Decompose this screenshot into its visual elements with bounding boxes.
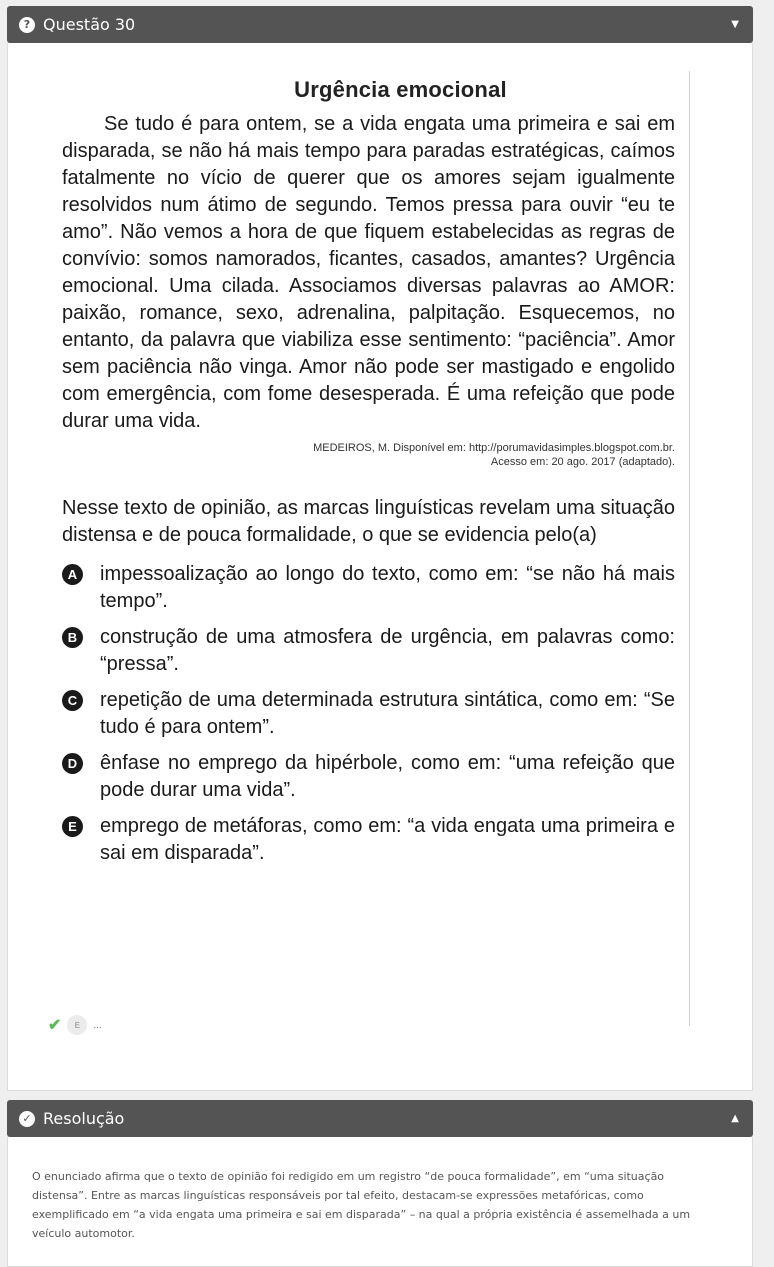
option-letter: D	[62, 753, 83, 774]
option-b[interactable]	[62, 624, 675, 678]
passage-text: Se tudo é para ontem, se a vida engata uma primeira e sai em disparada, se não há mais tempo para paradas estratégicas, caímos fatalmente no vício de querer que os amores sejam igualmente resolvidos num átimo de segundo. Temos pressa para ouvir “eu te amo”. Não vemos a hora de que fiquem estabelecidas as regras de convívio: somos namorados, ficantes, casados, amantes? Urgência emocional. Uma cilada. Associamos diversas palavras ao AMOR: paixão, romance, sexo, adrenalina, palpitação. Esquecemos, no entanto, da palavra que viabiliza esse sentimento: “paciência”. Amor sem paciência não vinga. Amor não pode ser mastigado e engolido com emergência, com fome desesperada. É uma refeição que pode durar uma vida.	[62, 113, 675, 432]
caret-down-icon[interactable]: ▼	[731, 19, 739, 30]
resolution-text: O enunciado afirma que o texto de opinião foi redigido em um registro “de pouca formalidade”, em “uma situação distensa”. Entre as marcas linguísticas responsáveis por tal efeito, destacam-se expressões metafóricas, como exemplificado em “a vida engata uma primeira e sai em disparada” – na qual a própria existência é assemelhada a um veículo automotor.	[32, 1170, 691, 1240]
option-letter: B	[62, 627, 83, 648]
option-e[interactable]	[62, 813, 675, 867]
option-text: construção de uma atmosfera de urgência, em palavras como: “pressa”.	[100, 626, 675, 675]
answer-status-row	[48, 1015, 102, 1035]
option-text: emprego de metáforas, como em: “a vida engata uma primeira e sai em disparada”.	[100, 815, 675, 864]
resolution-panel-title: Resolução	[43, 1109, 125, 1128]
option-d[interactable]	[62, 750, 675, 804]
resolution-panel-header[interactable]	[7, 1100, 753, 1137]
question-statement: Nesse texto de opinião, as marcas linguísticas revelam uma situação distensa e de pouca formalidade, o que se evidencia pelo(a)	[62, 497, 675, 546]
more-ellipsis[interactable]: ...	[93, 1019, 102, 1031]
selected-answer-badge[interactable]: E	[67, 1015, 87, 1035]
checkmark-icon: ✔	[48, 1017, 62, 1034]
option-letter: A	[62, 564, 83, 585]
source-line-1: MEDEIROS, M. Disponível em: http://porumavidasimples.blogspot.com.br.	[313, 442, 675, 454]
option-c[interactable]	[62, 687, 675, 741]
passage-source	[56, 441, 675, 469]
passage-heading: Urgência emocional	[294, 77, 507, 102]
question-panel-title: Questão 30	[43, 15, 136, 34]
option-a[interactable]	[62, 561, 675, 615]
source-line-2: Acesso em: 20 ago. 2017 (adaptado).	[490, 456, 675, 468]
option-text: repetição de uma determinada estrutura sintática, como em: “Se tudo é para ontem”.	[100, 689, 675, 738]
question-scan	[56, 71, 690, 1026]
question-circle-icon: ?	[19, 17, 35, 33]
question-panel-header[interactable]	[7, 6, 753, 43]
question-panel-body	[7, 43, 753, 1091]
caret-up-icon[interactable]: ▲	[731, 1113, 739, 1124]
option-letter: C	[62, 690, 83, 711]
resolution-panel-body	[7, 1137, 753, 1267]
option-text: impessoalização ao longo do texto, como em: “se não há mais tempo”.	[100, 563, 675, 612]
option-letter: E	[62, 816, 83, 837]
option-text: ênfase no emprego da hipérbole, como em: “uma refeição que pode durar uma vida”.	[100, 752, 675, 801]
answer-options	[62, 561, 675, 867]
check-circle-icon: ✓	[19, 1111, 35, 1127]
